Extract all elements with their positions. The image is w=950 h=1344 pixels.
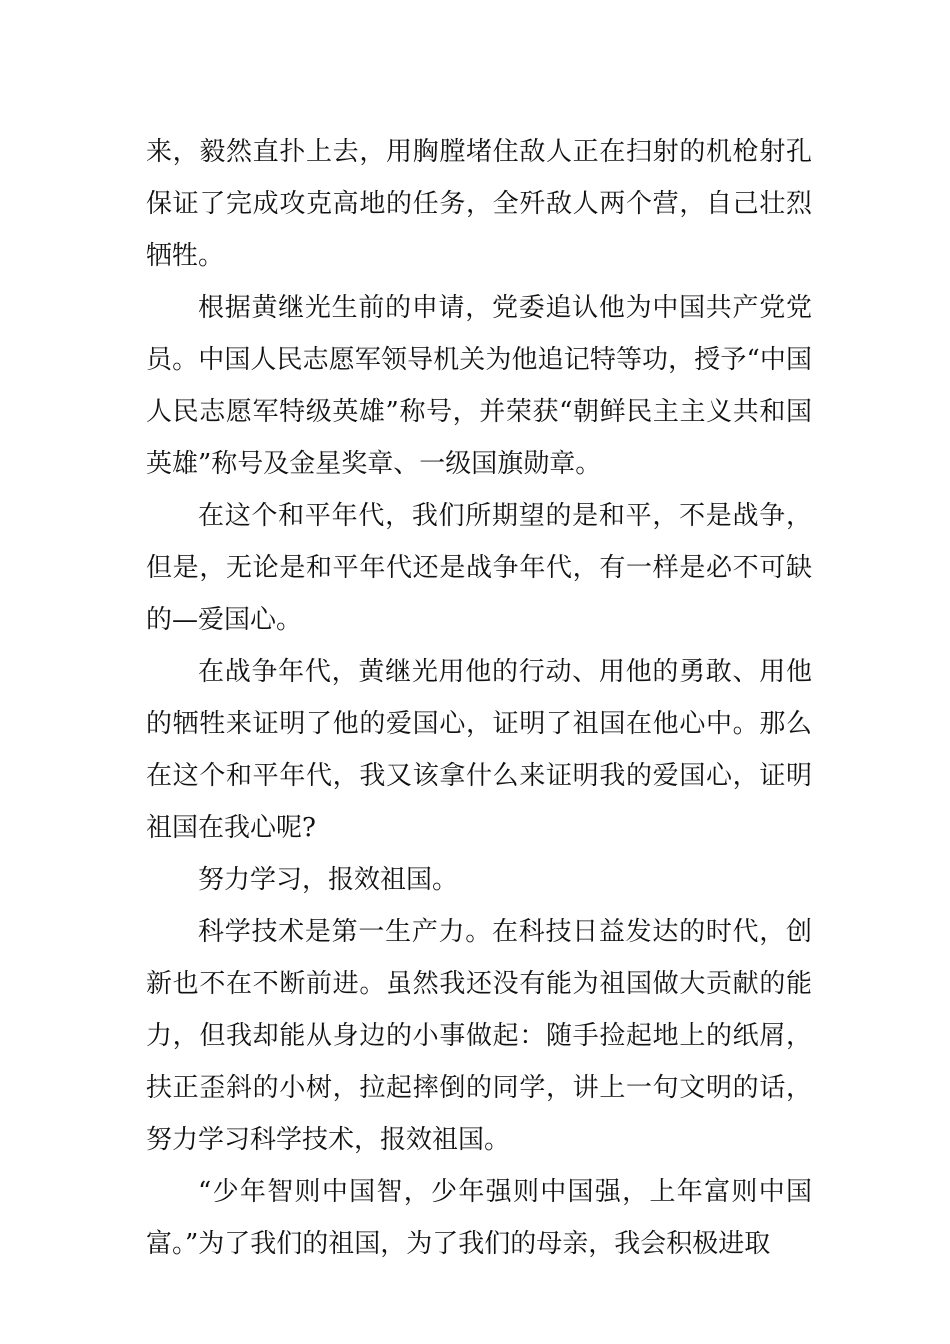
document-body xyxy=(146,126,812,1270)
paragraph-6: 科学技术是第一生产力。在科技日益发达的时代，创新也不在不断前进。虽然我还没有能为祖国做大贡献的能力，但我却能从身边的小事做起：随手捡起地上的纸屑，扶正歪斜的小树，拉起摔倒的同学，讲上一句文明的话，努力学习科学技术，报效祖国。 xyxy=(146,917,812,1155)
paragraph-4: 在战争年代，黄继光用他的行动、用他的勇敢、用他的牺牲来证明了他的爱国心，证明了祖国在他心中。那么在这个和平年代，我又该拿什么来证明我的爱国心，证明祖国在我心呢? xyxy=(146,657,812,843)
paragraph-2: 根据黄继光生前的申请，党委追认他为中国共产党党员。中国人民志愿军领导机关为他追记特等功，授予“中国人民志愿军特级英雄”称号，并荣获“朝鲜民主主义共和国英雄”称号及金星奖章、一级国旗勋章。 xyxy=(146,293,812,479)
paragraph-5: 努力学习，报效祖国。 xyxy=(198,865,459,895)
paragraph-7: “少年智则中国智，少年强则中国强，上年富则中国富。”为了我们的祖国，为了我们的母亲，我会积极进取 xyxy=(146,1177,812,1259)
paragraph-3: 在这个和平年代，我们所期望的是和平，不是战争，但是，无论是和平年代还是战争年代，有一样是必不可缺的—爱国心。 xyxy=(146,501,812,635)
paragraph-1: 来，毅然直扑上去，用胸膛堵住敌人正在扫射的机枪射孔保证了完成攻克高地的任务，全歼敌人两个营，自己壮烈牺牲。 xyxy=(146,137,812,271)
